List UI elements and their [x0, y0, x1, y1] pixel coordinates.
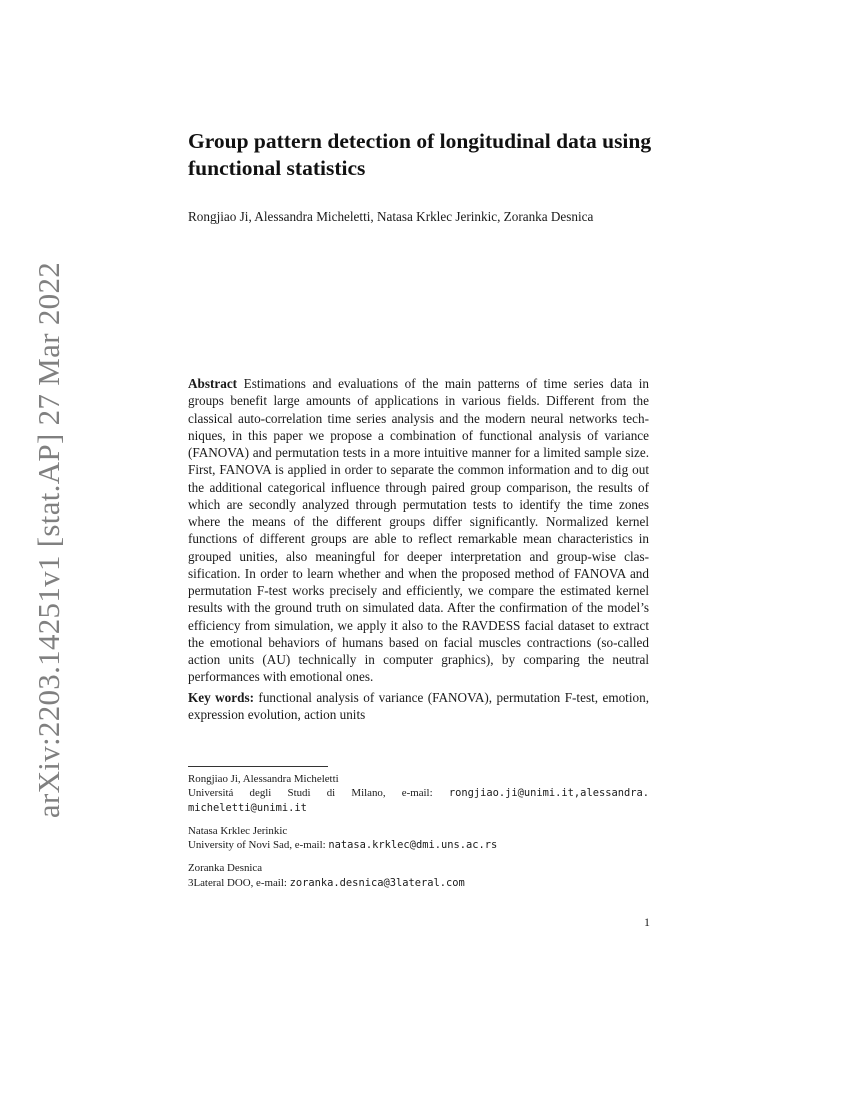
abstract: [188, 375, 649, 686]
footnote-divider: [188, 766, 328, 767]
footnote-email[interactable]: zoranka.desnica@3lateral.com: [289, 876, 465, 889]
abstract-text: Estimations and evaluations of the main patterns of time series data in groups benefit large amounts of applications in various fields. Different from the classical auto-correlation time series analysis and the modern neural networks techniques, in this paper we propose a combination of functional analysis of variance (FANOVA) and permutation tests in a more intuitive manner for a limited sample size. First, FANOVA is applied in order to separate the common information and to dig out the additional categorical influence through paired group comparison, the results of which are secondly analyzed through permutation tests to identify the time zones where the means of the different groups differ significantly. Normalized kernel functions of different groups are able to reflect remarkable mean characteristics in grouped unities, also meaningful for deeper interpretation and group-wise classification. In order to learn whether and when the proposed method of FANOVA and permutation F-test works precisely and efficiently, we compare the estimated kernel results with the ground truth on simulated data. After the confirmation of the model’s efficiency from simulation, we apply it also to the RAVDESS facial dataset to extract the emotional behaviors of humans based on facial muscles contractions (so-called action units (AU) technically in computer graphics), by comparing the neutral performances with emotional ones.: [188, 376, 649, 685]
footnote-affiliation-line: [188, 876, 649, 890]
author-footnotes: [188, 772, 649, 899]
footnote-names: Natasa Krklec Jerinkic: [188, 824, 288, 837]
footnote-novi-sad: [188, 824, 649, 853]
page-number: 1: [644, 915, 650, 929]
keywords-text: functional analysis of variance (FANOVA), permutation F-test, emotion, expression evolution, action units: [188, 690, 649, 723]
footnote-milano: [188, 772, 649, 815]
abstract-label: Abstract: [188, 376, 238, 391]
arxiv-identifier-stamp: [24, 261, 74, 819]
footnote-affiliation: University of Novi Sad, e-mail:: [188, 839, 326, 852]
footnote-affiliation: 3Lateral DOO, e-mail:: [188, 876, 287, 889]
keywords: [188, 689, 649, 724]
paper-title: Group pattern detection of longitudinal data using functional statistics: [188, 129, 652, 180]
footnote-email-continued[interactable]: micheletti@unimi.it: [188, 801, 307, 814]
footnote-email[interactable]: rongjiao.ji@unimi.it,alessandra.: [448, 787, 649, 800]
keywords-label: Key words:: [188, 690, 254, 705]
footnote-affiliation-line: [188, 786, 649, 800]
author-list: Rongjiao Ji, Alessandra Micheletti, Natasa Krklec Jerinkic, Zoranka Desnica: [188, 209, 594, 224]
footnote-affiliation-line: [188, 838, 649, 852]
footnote-names: Zoranka Desnica: [188, 862, 263, 875]
footnote-3lateral: [188, 861, 649, 890]
footnote-names: Rongjiao Ji, Alessandra Micheletti: [188, 773, 339, 785]
footnote-affiliation: Universitá degli Studi di Milano, e-mail:: [188, 787, 433, 800]
arxiv-identifier-text: arXiv:2203.14251v1 [stat.AP] 27 Mar 2022: [31, 261, 67, 819]
footnote-email[interactable]: natasa.krklec@dmi.uns.ac.rs: [328, 839, 498, 852]
